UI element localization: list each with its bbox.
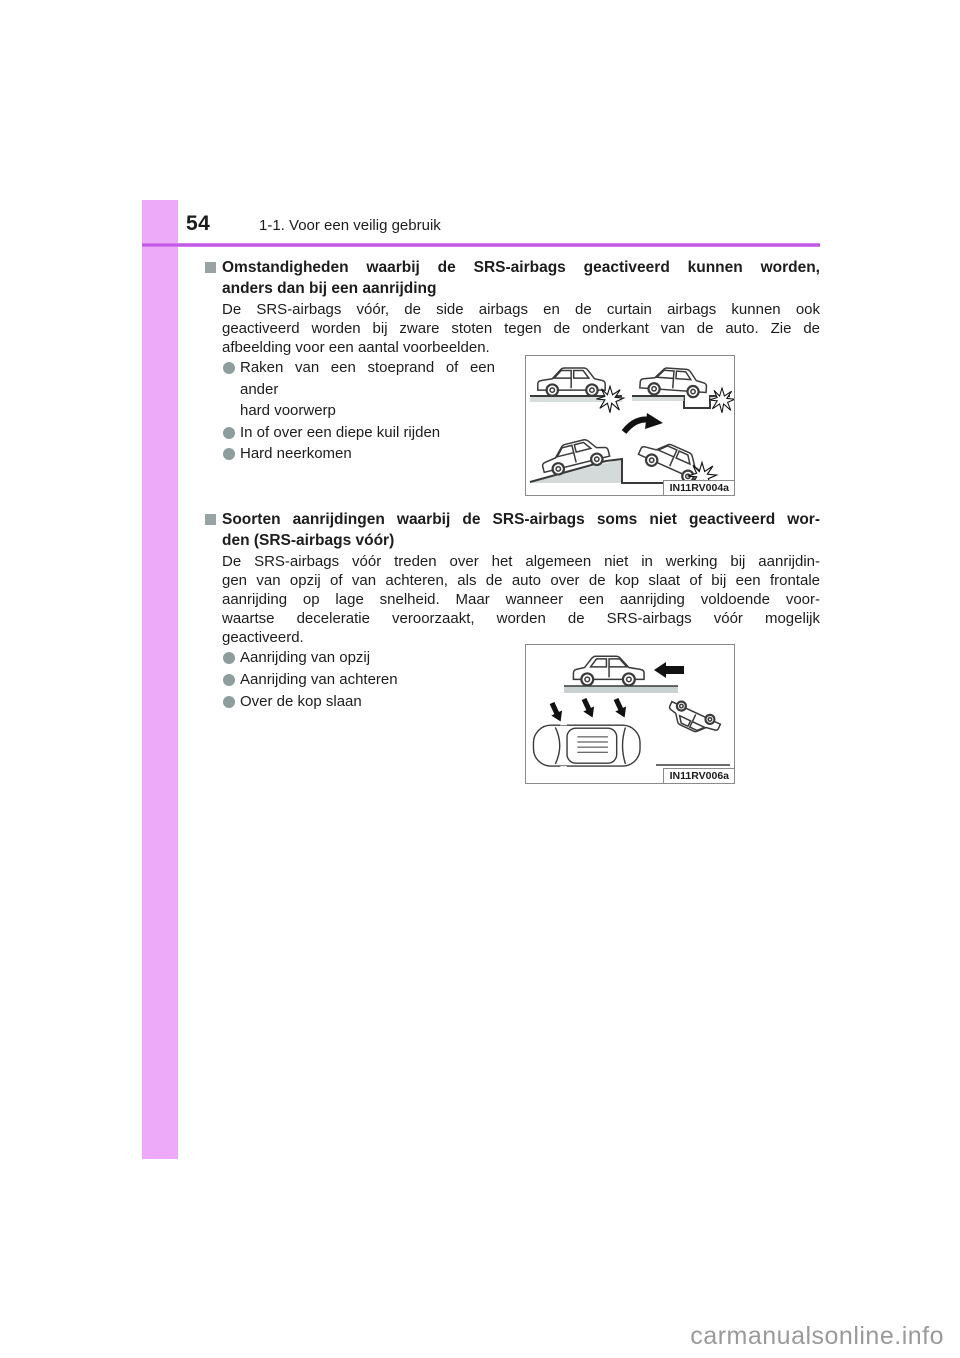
section-body [205, 300, 820, 357]
car-hitting-curb-icon [538, 368, 605, 396]
heading-line: anders dan bij een aanrijding [222, 280, 437, 297]
bullet-line: Over de kop slaan [240, 693, 362, 710]
body-line: De SRS-airbags vóór treden over het algemeen niet in werking bij aanrijdin- [222, 553, 820, 570]
side-impact-arrow-icon [547, 700, 566, 724]
collision-types-illustration-icon [526, 645, 734, 783]
breadcrumb: 1-1. Voor een veilig gebruik [259, 217, 441, 234]
body-line: waartse deceleratie veroorzaakt, worden de SRS-airbags vóór mogelijk [222, 610, 820, 627]
curved-arrow-icon [624, 413, 663, 432]
body-line: aanrijding op lage snelheid. Maar wanneer een aanrijding voldoende voor- [222, 591, 820, 608]
section-heading [205, 509, 820, 551]
car-in-pothole-icon [639, 366, 707, 398]
bullet-line: Aanrijding van opzij [240, 649, 371, 666]
bullet-line: Hard neerkomen [240, 445, 352, 462]
body-line: De SRS-airbags vóór, de side airbags en de curtain airbags kunnen ook [222, 301, 820, 318]
bullet-icon [223, 696, 235, 708]
list-item [223, 443, 495, 465]
chapter-edge-bar [142, 200, 178, 1159]
impact-star-icon [709, 388, 734, 413]
section-marker-square-icon [205, 514, 216, 525]
bullet-icon [223, 652, 235, 664]
bullet-line: Raken van een stoeprand of een ander [240, 359, 495, 398]
bullet-icon [223, 674, 235, 686]
watermark: carmanualsonline.info [690, 1322, 944, 1350]
bullet-icon [223, 427, 235, 439]
bullet-line: Aanrijding van achteren [240, 671, 398, 688]
figure-collision-type-examples [525, 644, 735, 784]
page-number: 54 [186, 212, 211, 235]
list-item [223, 691, 495, 713]
car-rollover-icon [664, 698, 722, 741]
list-item [223, 647, 495, 669]
rear-impact-arrow-icon [654, 662, 684, 678]
section-airbag-activation-conditions [205, 257, 820, 494]
body-line: geactiveerd. [222, 629, 304, 646]
header-rule [142, 243, 820, 247]
bullet-line: hard voorwerp [240, 402, 336, 419]
side-impact-arrow-icon [611, 696, 630, 720]
bullet-line: In of over een diepe kuil rijden [240, 423, 441, 441]
list-item [223, 422, 495, 444]
section-airbag-non-activation-collisions [205, 509, 820, 782]
heading-line: Soorten aanrijdingen waarbij de SRS-airbags soms niet geactiveerd wor- [222, 511, 820, 528]
body-line: geactiveerd worden bij zware stoten tegen de onderkant van de auto. Zie de [222, 320, 820, 337]
section-marker-square-icon [205, 262, 216, 273]
section-heading [205, 257, 820, 299]
figure-label: IN11RV006a [663, 768, 734, 783]
list-item [223, 357, 495, 422]
bullet-list [205, 647, 495, 713]
bullet-icon [223, 448, 235, 460]
underbody-impact-illustration-icon [526, 356, 734, 495]
figure-label: IN11RV004a [663, 480, 734, 495]
figure-underbody-impact-examples [525, 355, 735, 496]
car-rear-collision-icon [573, 656, 644, 685]
heading-line: Omstandigheden waarbij de SRS-airbags geactiveerd kunnen worden, [222, 259, 820, 276]
heading-line: den (SRS-airbags vóór) [222, 532, 395, 549]
section-body [205, 552, 820, 647]
side-impact-arrow-icon [579, 696, 598, 720]
bullet-icon [223, 362, 235, 374]
bullet-list [205, 357, 495, 465]
car-top-view-side-collision-icon [533, 721, 640, 771]
list-item [223, 669, 495, 691]
body-line: gen van opzij of van achteren, als de auto over de kop slaat of bij een frontale [222, 572, 820, 589]
body-line: afbeelding voor een aantal voorbeelden. [222, 339, 490, 356]
